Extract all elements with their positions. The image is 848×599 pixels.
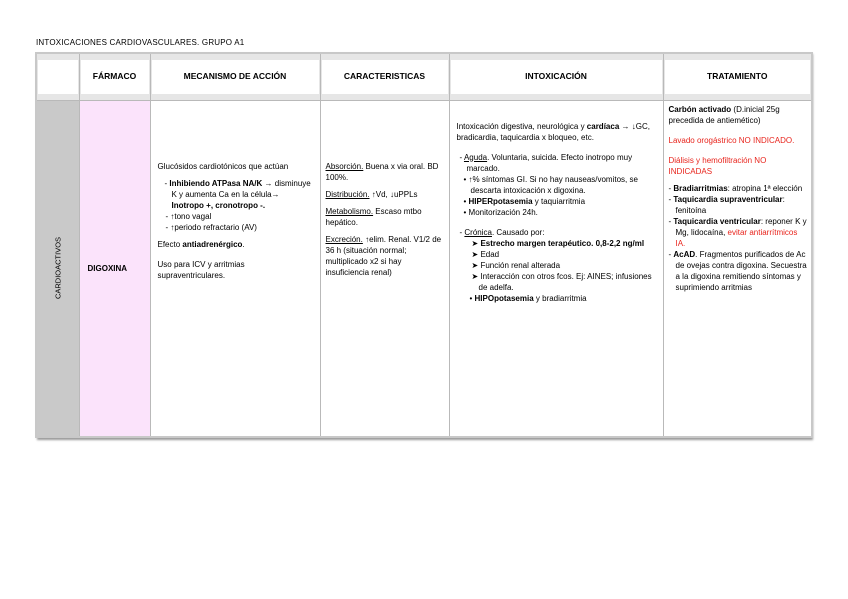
- header-farmaco: FÁRMACO: [79, 53, 150, 100]
- mechanism-intro: Glucósidos cardiotónicos que actúan: [157, 161, 289, 171]
- list-item: • Monitorización 24h.: [463, 207, 538, 217]
- mechanism-vagal: - ↑tono vagal: [165, 211, 212, 221]
- metabolism-text: Metabolismo. Escaso mtbo hepático.: [325, 206, 422, 227]
- list-item: ➤ Estrecho margen terapéutico. 0,8-2,2 ng/ml: [471, 238, 645, 248]
- excretion-text: Excreción. ↑elim. Renal. V1/2 de 36 h (situación normal; multiplicado x2 si hay insuficiencia renal): [325, 234, 442, 277]
- list-item: • HIPERpotasemia y taquiarritmia: [463, 196, 586, 206]
- mechanism-inhibition: - Inhibiendo ATPasa NA/K → disminuye K y aumenta Ca en la célula→ Inotropo +, cronotropo -.: [164, 178, 311, 210]
- group-label: CARDIOACTIVOS: [53, 237, 63, 300]
- chronic-intoxication: - Crónica. Causado por:: [459, 227, 545, 237]
- table-row-digoxina: [36, 100, 812, 437]
- characteristics-cell: [320, 100, 449, 437]
- header-mecanismo: MECANISMO DE ACCIÓN: [150, 53, 320, 100]
- list-item: ➤ Función renal alterada: [471, 260, 561, 270]
- treatment-taq-supra: - Taquicardia supraventricular: fenitoína: [668, 194, 785, 215]
- treatment-cell: [663, 100, 812, 437]
- intoxication-intro: Intoxicación digestiva, neurológica y cardíaca → ↓GC, bradicardia, taquicardia x bloqueo, etc.: [456, 121, 650, 142]
- list-item: ➤ Edad: [471, 249, 500, 259]
- list-item: • ↑% síntomas GI. Si no hay nauseas/vomitos, se descarta intoxicación x digoxina.: [463, 174, 638, 195]
- document-title: INTOXICACIONES CARDIOVASCULARES. GRUPO A1: [36, 38, 245, 47]
- treatment-taq-ventricular: - Taquicardia ventricular: reponer K y Mg, lidocaína, evitar antiarrítmicos IA.: [668, 216, 807, 248]
- treatment-acad: - AcAD. Fragmentos purificados de Ac de ovejas contra digoxina. Secuestra a la digoxina remitiendo síntomas y suprimiendo arritmias: [668, 249, 807, 292]
- absorption-text: Absorción. Buena x via oral. BD 100%.: [325, 161, 439, 182]
- acute-intoxication: - Aguda. Voluntaria, suicida. Efecto inotropo muy marcado.: [459, 152, 633, 173]
- header-tratamiento: TRATAMIENTO: [663, 53, 812, 100]
- treatment-dialisis: Diálisis y hemofiltración NO INDICADAS: [668, 155, 767, 176]
- treatment-lavado: Lavado orogástrico NO INDICADO.: [668, 135, 795, 145]
- treatment-bradiarritmias: - Bradiarritmias: atropina 1ª elección: [668, 183, 803, 193]
- drug-name: DIGOXINA: [79, 100, 150, 437]
- group-cell: [36, 100, 79, 437]
- toxicology-table: [35, 52, 811, 438]
- header-intoxicacion: INTOXICACIÓN: [449, 53, 663, 100]
- header-row: [36, 53, 812, 100]
- list-item: ➤ Interacción con otros fcos. Ej: AINES; infusiones de adelfa.: [471, 271, 652, 292]
- mechanism-effect: Efecto antiadrenérgico.: [157, 239, 245, 249]
- list-item: • HIPOpotasemia y bradiarritmia: [469, 293, 587, 303]
- mechanism-use: Uso para ICV y arritmias supraventriculares.: [157, 259, 245, 280]
- header-caracteristicas: CARACTERISTICAS: [320, 53, 449, 100]
- header-empty: [36, 53, 79, 100]
- mechanism-refractory: - ↑periodo refractario (AV): [165, 222, 257, 232]
- mechanism-cell: [150, 100, 320, 437]
- intoxication-cell: [449, 100, 663, 437]
- distribution-text: Distribución. ↑Vd, ↓uPPLs: [325, 189, 418, 199]
- treatment-carbon: Carbón activado (D.inicial 25g precedida de antiemético): [668, 104, 780, 125]
